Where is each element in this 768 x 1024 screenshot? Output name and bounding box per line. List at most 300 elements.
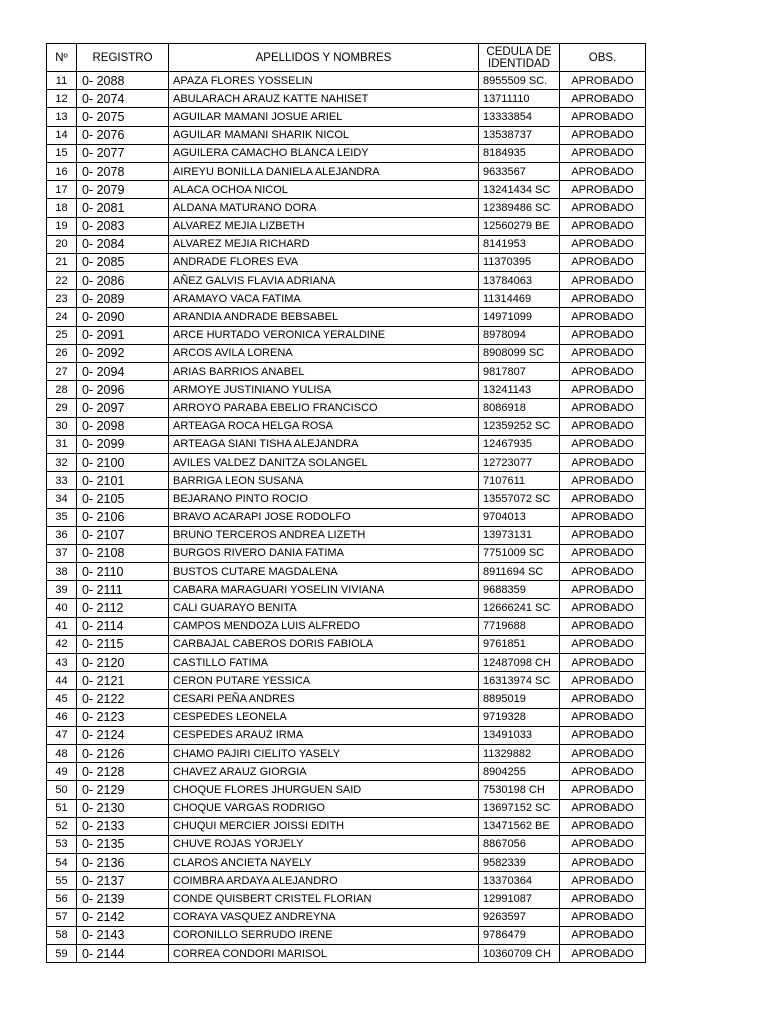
row-number: 31 — [47, 435, 77, 453]
full-name-cell: ARANDIA ANDRADE BEBSABEL — [169, 308, 479, 326]
table-row — [47, 90, 646, 108]
cedula-cell: 8184935 — [479, 144, 560, 162]
observation-cell: APROBADO — [560, 563, 646, 581]
header-apellidos-nombres: APELLIDOS Y NOMBRES — [169, 44, 479, 72]
registro-cell: 0- 2089 — [77, 290, 169, 308]
table-row — [47, 508, 646, 526]
full-name-cell: ARCOS AVILA LORENA — [169, 344, 479, 362]
cedula-cell: 13370364 — [479, 872, 560, 890]
observation-cell: APROBADO — [560, 635, 646, 653]
registro-cell: 0- 2096 — [77, 381, 169, 399]
table-row — [47, 108, 646, 126]
observation-cell: APROBADO — [560, 926, 646, 944]
row-number: 57 — [47, 908, 77, 926]
row-number: 30 — [47, 417, 77, 435]
table-row — [47, 563, 646, 581]
registro-cell: 0- 2126 — [77, 744, 169, 762]
full-name-cell: CLAROS ANCIETA NAYELY — [169, 854, 479, 872]
row-number: 17 — [47, 181, 77, 199]
full-name-cell: ANDRADE FLORES EVA — [169, 253, 479, 271]
row-number: 52 — [47, 817, 77, 835]
full-name-cell: BRUNO TERCEROS ANDREA LIZETH — [169, 526, 479, 544]
cedula-cell: 9263597 — [479, 908, 560, 926]
row-number: 16 — [47, 162, 77, 180]
row-number: 26 — [47, 344, 77, 362]
cedula-cell: 13241434 SC — [479, 181, 560, 199]
observation-cell: APROBADO — [560, 744, 646, 762]
table-row — [47, 835, 646, 853]
full-name-cell: ARTEAGA SIANI TISHA ALEJANDRA — [169, 435, 479, 453]
cedula-cell: 8867056 — [479, 835, 560, 853]
full-name-cell: CESPEDES ARAUZ IRMA — [169, 726, 479, 744]
cedula-cell: 7530198 CH — [479, 781, 560, 799]
cedula-cell: 12467935 — [479, 435, 560, 453]
cedula-cell: 13557072 SC — [479, 490, 560, 508]
table-row — [47, 526, 646, 544]
registro-cell: 0- 2076 — [77, 126, 169, 144]
registro-cell: 0- 2094 — [77, 363, 169, 381]
registro-cell: 0- 2114 — [77, 617, 169, 635]
observation-cell: APROBADO — [560, 854, 646, 872]
cedula-cell: 11370395 — [479, 253, 560, 271]
table-row — [47, 217, 646, 235]
observation-cell: APROBADO — [560, 453, 646, 471]
registro-cell: 0- 2121 — [77, 672, 169, 690]
table-row — [47, 854, 646, 872]
full-name-cell: CASTILLO FATIMA — [169, 654, 479, 672]
observation-cell: APROBADO — [560, 945, 646, 963]
registro-cell: 0- 2144 — [77, 945, 169, 963]
full-name-cell: ARCE HURTADO VERONICA YERALDINE — [169, 326, 479, 344]
cedula-cell: 12723077 — [479, 453, 560, 471]
full-name-cell: AGUILERA CAMACHO BLANCA LEIDY — [169, 144, 479, 162]
registro-cell: 0- 2105 — [77, 490, 169, 508]
full-name-cell: AGUILAR MAMANI SHARIK NICOL — [169, 126, 479, 144]
observation-cell: APROBADO — [560, 363, 646, 381]
registro-cell: 0- 2090 — [77, 308, 169, 326]
cedula-cell: 12666241 SC — [479, 599, 560, 617]
observation-cell: APROBADO — [560, 581, 646, 599]
row-number: 21 — [47, 253, 77, 271]
registro-cell: 0- 2111 — [77, 581, 169, 599]
full-name-cell: CHUQUI MERCIER JOISSI EDITH — [169, 817, 479, 835]
full-name-cell: APAZA FLORES YOSSELIN — [169, 72, 479, 90]
full-name-cell: ALVAREZ MEJIA LIZBETH — [169, 217, 479, 235]
full-name-cell: CORREA CONDORI MARISOL — [169, 945, 479, 963]
observation-cell: APROBADO — [560, 181, 646, 199]
registro-cell: 0- 2130 — [77, 799, 169, 817]
table-row — [47, 799, 646, 817]
observation-cell: APROBADO — [560, 126, 646, 144]
row-number: 19 — [47, 217, 77, 235]
registro-cell: 0- 2135 — [77, 835, 169, 853]
cedula-cell: 16313974 SC — [479, 672, 560, 690]
registro-cell: 0- 2097 — [77, 399, 169, 417]
row-number: 11 — [47, 72, 77, 90]
full-name-cell: ABULARACH ARAUZ KATTE NAHISET — [169, 90, 479, 108]
cedula-cell: 13538737 — [479, 126, 560, 144]
cedula-cell: 9582339 — [479, 854, 560, 872]
cedula-cell: 8141953 — [479, 235, 560, 253]
table-row — [47, 435, 646, 453]
full-name-cell: CARBAJAL CABEROS DORIS FABIOLA — [169, 635, 479, 653]
observation-cell: APROBADO — [560, 672, 646, 690]
table-row — [47, 654, 646, 672]
registro-cell: 0- 2139 — [77, 890, 169, 908]
table-row — [47, 181, 646, 199]
row-number: 44 — [47, 672, 77, 690]
full-name-cell: CONDE QUISBERT CRISTEL FLORIAN — [169, 890, 479, 908]
header-cedula-line2: IDENTIDAD — [488, 57, 550, 70]
row-number: 43 — [47, 654, 77, 672]
observation-cell: APROBADO — [560, 253, 646, 271]
registro-cell: 0- 2136 — [77, 854, 169, 872]
full-name-cell: CHUVE ROJAS YORJELY — [169, 835, 479, 853]
table-row — [47, 908, 646, 926]
full-name-cell: BURGOS RIVERO DANIA FATIMA — [169, 544, 479, 562]
observation-cell: APROBADO — [560, 199, 646, 217]
cedula-cell: 9704013 — [479, 508, 560, 526]
cedula-cell: 13471562 BE — [479, 817, 560, 835]
observation-cell: APROBADO — [560, 763, 646, 781]
registro-cell: 0- 2084 — [77, 235, 169, 253]
observation-cell: APROBADO — [560, 526, 646, 544]
row-number: 12 — [47, 90, 77, 108]
cedula-cell: 13491033 — [479, 726, 560, 744]
registro-cell: 0- 2100 — [77, 453, 169, 471]
observation-cell: APROBADO — [560, 908, 646, 926]
full-name-cell: BEJARANO PINTO ROCIO — [169, 490, 479, 508]
table-row — [47, 945, 646, 963]
registro-cell: 0- 2129 — [77, 781, 169, 799]
row-number: 54 — [47, 854, 77, 872]
cedula-cell: 8955509 SC. — [479, 72, 560, 90]
observation-cell: APROBADO — [560, 417, 646, 435]
full-name-cell: CALI GUARAYO BENITA — [169, 599, 479, 617]
table-header — [47, 44, 646, 72]
row-number: 25 — [47, 326, 77, 344]
registro-cell: 0- 2078 — [77, 162, 169, 180]
full-name-cell: ARROYO PARABA EBELIO FRANCISCO — [169, 399, 479, 417]
table-row — [47, 617, 646, 635]
table-row — [47, 744, 646, 762]
cedula-cell: 14971099 — [479, 308, 560, 326]
full-name-cell: CHAMO PAJIRI CIELITO YASELY — [169, 744, 479, 762]
cedula-cell: 7751009 SC — [479, 544, 560, 562]
full-name-cell: BARRIGA LEON SUSANA — [169, 472, 479, 490]
observation-cell: APROBADO — [560, 490, 646, 508]
observation-cell: APROBADO — [560, 162, 646, 180]
row-number: 46 — [47, 708, 77, 726]
full-name-cell: ALACA OCHOA NICOL — [169, 181, 479, 199]
full-name-cell: CABARA MARAGUARI YOSELIN VIVIANA — [169, 581, 479, 599]
observation-cell: APROBADO — [560, 781, 646, 799]
row-number: 45 — [47, 690, 77, 708]
row-number: 42 — [47, 635, 77, 653]
row-number: 32 — [47, 453, 77, 471]
cedula-cell: 9817807 — [479, 363, 560, 381]
table-row — [47, 581, 646, 599]
table-row — [47, 162, 646, 180]
full-name-cell: AIREYU BONILLA DANIELA ALEJANDRA — [169, 162, 479, 180]
registro-cell: 0- 2101 — [77, 472, 169, 490]
header-cedula-identidad — [479, 44, 560, 72]
row-number: 35 — [47, 508, 77, 526]
table-row — [47, 472, 646, 490]
header-row — [47, 44, 646, 72]
cedula-cell: 7719688 — [479, 617, 560, 635]
row-number: 27 — [47, 363, 77, 381]
full-name-cell: CHAVEZ ARAUZ GIORGIA — [169, 763, 479, 781]
table-row — [47, 490, 646, 508]
observation-cell: APROBADO — [560, 654, 646, 672]
row-number: 15 — [47, 144, 77, 162]
row-number: 47 — [47, 726, 77, 744]
header-obs: OBS. — [560, 44, 646, 72]
cedula-cell: 13711110 — [479, 90, 560, 108]
row-number: 59 — [47, 945, 77, 963]
table-row — [47, 890, 646, 908]
table-row — [47, 144, 646, 162]
registro-cell: 0- 2074 — [77, 90, 169, 108]
row-number: 58 — [47, 926, 77, 944]
row-number: 29 — [47, 399, 77, 417]
row-number: 55 — [47, 872, 77, 890]
row-number: 40 — [47, 599, 77, 617]
cedula-cell: 13333854 — [479, 108, 560, 126]
observation-cell: APROBADO — [560, 617, 646, 635]
registro-cell: 0- 2081 — [77, 199, 169, 217]
row-number: 33 — [47, 472, 77, 490]
full-name-cell: BUSTOS CUTARE MAGDALENA — [169, 563, 479, 581]
registro-cell: 0- 2077 — [77, 144, 169, 162]
cedula-cell: 8908099 SC — [479, 344, 560, 362]
observation-cell: APROBADO — [560, 144, 646, 162]
table-row — [47, 726, 646, 744]
full-name-cell: CHOQUE FLORES JHURGUEN SAID — [169, 781, 479, 799]
row-number: 51 — [47, 799, 77, 817]
table-row — [47, 290, 646, 308]
cedula-cell: 13973131 — [479, 526, 560, 544]
observation-cell: APROBADO — [560, 90, 646, 108]
table-row — [47, 926, 646, 944]
cedula-cell: 10360709 CH — [479, 945, 560, 963]
full-name-cell: ARTEAGA ROCA HELGA ROSA — [169, 417, 479, 435]
row-number: 38 — [47, 563, 77, 581]
full-name-cell: BRAVO ACARAPI JOSE RODOLFO — [169, 508, 479, 526]
table-row — [47, 690, 646, 708]
registro-cell: 0- 2123 — [77, 708, 169, 726]
cedula-cell: 13784063 — [479, 272, 560, 290]
student-results-table — [46, 43, 646, 963]
observation-cell: APROBADO — [560, 708, 646, 726]
observation-cell: APROBADO — [560, 217, 646, 235]
table-row — [47, 272, 646, 290]
observation-cell: APROBADO — [560, 381, 646, 399]
cedula-cell: 8895019 — [479, 690, 560, 708]
cedula-cell: 9719328 — [479, 708, 560, 726]
registro-cell: 0- 2137 — [77, 872, 169, 890]
row-number: 53 — [47, 835, 77, 853]
cedula-cell: 7107611 — [479, 472, 560, 490]
observation-cell: APROBADO — [560, 108, 646, 126]
cedula-cell: 8978094 — [479, 326, 560, 344]
observation-cell: APROBADO — [560, 290, 646, 308]
observation-cell: APROBADO — [560, 817, 646, 835]
observation-cell: APROBADO — [560, 344, 646, 362]
table-row — [47, 344, 646, 362]
table-row — [47, 599, 646, 617]
row-number: 22 — [47, 272, 77, 290]
full-name-cell: ALVAREZ MEJIA RICHARD — [169, 235, 479, 253]
full-name-cell: CORAYA VASQUEZ ANDREYNA — [169, 908, 479, 926]
table-row — [47, 308, 646, 326]
observation-cell: APROBADO — [560, 399, 646, 417]
cedula-cell: 11314469 — [479, 290, 560, 308]
full-name-cell: CERON PUTARE YESSICA — [169, 672, 479, 690]
registro-cell: 0- 2122 — [77, 690, 169, 708]
observation-cell: APROBADO — [560, 835, 646, 853]
full-name-cell: ARMOYE JUSTINIANO YULISA — [169, 381, 479, 399]
registro-cell: 0- 2133 — [77, 817, 169, 835]
table-row — [47, 399, 646, 417]
observation-cell: APROBADO — [560, 308, 646, 326]
full-name-cell: CORONILLO SERRUDO IRENE — [169, 926, 479, 944]
row-number: 50 — [47, 781, 77, 799]
row-number: 28 — [47, 381, 77, 399]
table-row — [47, 253, 646, 271]
header-registro: REGISTRO — [77, 44, 169, 72]
header-number: Nº — [47, 44, 77, 72]
observation-cell: APROBADO — [560, 890, 646, 908]
full-name-cell: COIMBRA ARDAYA ALEJANDRO — [169, 872, 479, 890]
observation-cell: APROBADO — [560, 235, 646, 253]
registro-cell: 0- 2112 — [77, 599, 169, 617]
observation-cell: APROBADO — [560, 799, 646, 817]
full-name-cell: ARAMAYO VACA FATIMA — [169, 290, 479, 308]
table-row — [47, 235, 646, 253]
registro-cell: 0- 2086 — [77, 272, 169, 290]
registro-cell: 0- 2106 — [77, 508, 169, 526]
table-row — [47, 417, 646, 435]
table-row — [47, 199, 646, 217]
cedula-cell: 8904255 — [479, 763, 560, 781]
full-name-cell: CHOQUE VARGAS RODRIGO — [169, 799, 479, 817]
registro-cell: 0- 2107 — [77, 526, 169, 544]
registro-cell: 0- 2128 — [77, 763, 169, 781]
registro-cell: 0- 2120 — [77, 654, 169, 672]
row-number: 14 — [47, 126, 77, 144]
observation-cell: APROBADO — [560, 544, 646, 562]
observation-cell: APROBADO — [560, 472, 646, 490]
cedula-cell: 12560279 BE — [479, 217, 560, 235]
full-name-cell: CESARI PEÑA ANDRES — [169, 690, 479, 708]
full-name-cell: ALDANA MATURANO DORA — [169, 199, 479, 217]
registro-cell: 0- 2092 — [77, 344, 169, 362]
observation-cell: APROBADO — [560, 872, 646, 890]
row-number: 23 — [47, 290, 77, 308]
cedula-cell: 9786479 — [479, 926, 560, 944]
row-number: 37 — [47, 544, 77, 562]
row-number: 13 — [47, 108, 77, 126]
observation-cell: APROBADO — [560, 272, 646, 290]
row-number: 18 — [47, 199, 77, 217]
table-row — [47, 453, 646, 471]
observation-cell: APROBADO — [560, 72, 646, 90]
registro-cell: 0- 2115 — [77, 635, 169, 653]
cedula-cell: 11329882 — [479, 744, 560, 762]
observation-cell: APROBADO — [560, 726, 646, 744]
row-number: 34 — [47, 490, 77, 508]
cedula-cell: 9688359 — [479, 581, 560, 599]
cedula-cell: 13241143 — [479, 381, 560, 399]
cedula-cell: 9633567 — [479, 162, 560, 180]
registro-cell: 0- 2124 — [77, 726, 169, 744]
cedula-cell: 12487098 CH — [479, 654, 560, 672]
registro-cell: 0- 2110 — [77, 563, 169, 581]
full-name-cell: AGUILAR MAMANI JOSUE ARIEL — [169, 108, 479, 126]
table-row — [47, 708, 646, 726]
table-row — [47, 544, 646, 562]
registro-cell: 0- 2075 — [77, 108, 169, 126]
cedula-cell: 8086918 — [479, 399, 560, 417]
table-row — [47, 381, 646, 399]
table-row — [47, 872, 646, 890]
cedula-cell: 12389486 SC — [479, 199, 560, 217]
cedula-cell: 12991087 — [479, 890, 560, 908]
table-row — [47, 781, 646, 799]
registro-cell: 0- 2079 — [77, 181, 169, 199]
registro-cell: 0- 2142 — [77, 908, 169, 926]
row-number: 20 — [47, 235, 77, 253]
table-row — [47, 817, 646, 835]
table-row — [47, 126, 646, 144]
row-number: 36 — [47, 526, 77, 544]
observation-cell: APROBADO — [560, 435, 646, 453]
observation-cell: APROBADO — [560, 599, 646, 617]
full-name-cell: CESPEDES LEONELA — [169, 708, 479, 726]
registro-cell: 0- 2088 — [77, 72, 169, 90]
observation-cell: APROBADO — [560, 508, 646, 526]
registro-cell: 0- 2098 — [77, 417, 169, 435]
cedula-cell: 8911694 SC — [479, 563, 560, 581]
registro-cell: 0- 2091 — [77, 326, 169, 344]
registro-cell: 0- 2143 — [77, 926, 169, 944]
full-name-cell: AVILES VALDEZ DANITZA SOLANGEL — [169, 453, 479, 471]
table-row — [47, 635, 646, 653]
table-row — [47, 672, 646, 690]
row-number: 56 — [47, 890, 77, 908]
full-name-cell: AÑEZ GALVIS FLAVIA ADRIANA — [169, 272, 479, 290]
row-number: 49 — [47, 763, 77, 781]
row-number: 24 — [47, 308, 77, 326]
cedula-cell: 9761851 — [479, 635, 560, 653]
registro-cell: 0- 2108 — [77, 544, 169, 562]
registro-cell: 0- 2099 — [77, 435, 169, 453]
registro-cell: 0- 2085 — [77, 253, 169, 271]
header-cedula-line1: CEDULA DE — [486, 45, 552, 58]
observation-cell: APROBADO — [560, 690, 646, 708]
row-number: 48 — [47, 744, 77, 762]
observation-cell: APROBADO — [560, 326, 646, 344]
table-body — [47, 72, 646, 963]
cedula-cell: 12359252 SC — [479, 417, 560, 435]
full-name-cell: ARIAS BARRIOS ANABEL — [169, 363, 479, 381]
registro-cell: 0- 2083 — [77, 217, 169, 235]
cedula-cell: 13697152 SC — [479, 799, 560, 817]
full-name-cell: CAMPOS MENDOZA LUIS ALFREDO — [169, 617, 479, 635]
row-number: 41 — [47, 617, 77, 635]
